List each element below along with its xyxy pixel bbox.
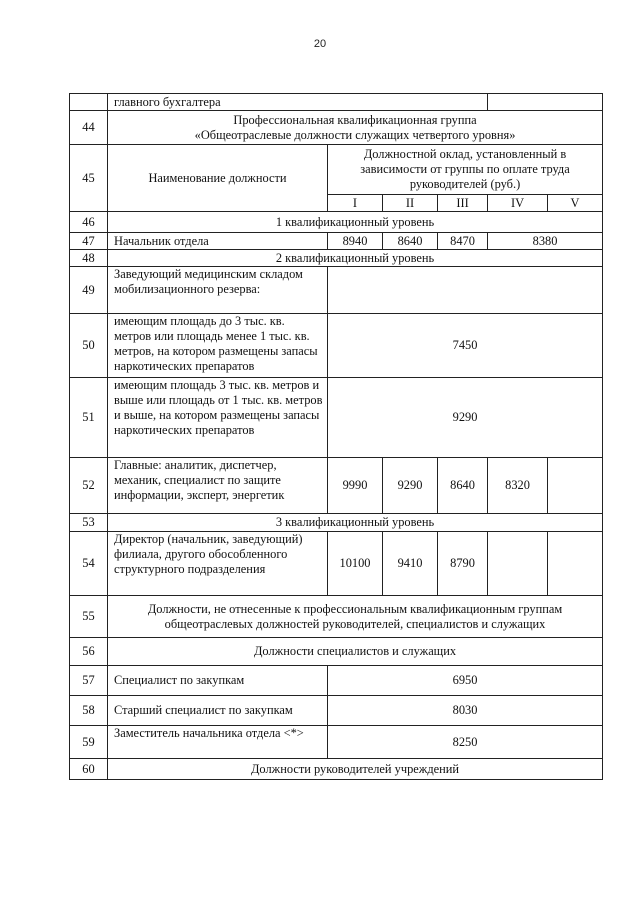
table-row <box>70 666 603 696</box>
level-title-cell: 1 квалификационный уровень <box>108 212 603 233</box>
position-name-header: Наименование должности <box>108 145 328 212</box>
row-number-cell: 45 <box>70 145 108 212</box>
salary-cell <box>548 458 603 514</box>
group-title-cell <box>108 111 603 145</box>
table-row <box>70 212 603 233</box>
row-number-cell: 44 <box>70 111 108 145</box>
row-number-cell: 53 <box>70 514 108 532</box>
salary-cell: 7450 <box>328 314 603 378</box>
table-row <box>70 696 603 726</box>
table-row <box>70 267 603 314</box>
salary-cell: 8470 <box>438 233 488 250</box>
position-name-cell: Заведующий медицинским складом мобилизационного резерва: <box>108 267 328 314</box>
table-row <box>70 250 603 267</box>
row-number-cell: 56 <box>70 638 108 666</box>
salary-cell <box>488 532 548 596</box>
position-name-cell: главного бухгалтера <box>108 94 488 111</box>
row-number-cell: 48 <box>70 250 108 267</box>
row-number-cell: 52 <box>70 458 108 514</box>
table-row <box>70 759 603 780</box>
empty-cell <box>488 94 603 111</box>
salary-cell: 8320 <box>488 458 548 514</box>
table-row <box>70 314 603 378</box>
group-header-cell: IV <box>488 195 548 212</box>
row-number-cell: 55 <box>70 596 108 638</box>
position-name-cell: имеющим площадь 3 тыс. кв. метров и выше или площадь от 1 тыс. кв. метров и выше, на котором размещены запасы наркотических препаратов <box>108 378 328 458</box>
salary-cell: 9410 <box>383 532 438 596</box>
row-number-cell: 57 <box>70 666 108 696</box>
group-title-line: «Общеотраслевые должности служащих четвертого уровня» <box>194 127 516 142</box>
group-title-line: Профессиональная квалификационная группа <box>233 112 477 127</box>
group-header-cell: II <box>383 195 438 212</box>
salary-cell: 9290 <box>383 458 438 514</box>
table-row <box>70 145 603 195</box>
salary-cell: 8640 <box>383 233 438 250</box>
position-name-cell: Начальник отдела <box>108 233 328 250</box>
salary-table <box>69 93 603 780</box>
group-header-cell: V <box>548 195 603 212</box>
row-number-cell: 58 <box>70 696 108 726</box>
section-title-cell: Должности руководителей учреждений <box>108 759 603 780</box>
salary-header: Должностной оклад, установленный в зависимости от группы по оплате труда руководителей (руб.) <box>328 145 603 195</box>
table-row <box>70 596 603 638</box>
row-number-cell: 50 <box>70 314 108 378</box>
table-row <box>70 726 603 759</box>
salary-cell: 8030 <box>328 696 603 726</box>
row-number-cell: 51 <box>70 378 108 458</box>
salary-cell: 10100 <box>328 532 383 596</box>
table-row <box>70 111 603 145</box>
level-title-cell: 2 квалификационный уровень <box>108 250 603 267</box>
level-title-cell: 3 квалификационный уровень <box>108 514 603 532</box>
position-name-cell: Заместитель начальника отдела <*> <box>108 726 328 759</box>
group-header-cell: I <box>328 195 383 212</box>
salary-cell: 9290 <box>328 378 603 458</box>
row-number-cell <box>70 94 108 111</box>
salary-cell: 8250 <box>328 726 603 759</box>
table-row <box>70 638 603 666</box>
salary-cell: 8790 <box>438 532 488 596</box>
table-row <box>70 458 603 514</box>
position-name-cell: Старший специалист по закупкам <box>108 696 328 726</box>
salary-cell: 6950 <box>328 666 603 696</box>
salary-cell <box>548 532 603 596</box>
section-title-cell: Должности, не отнесенные к профессиональным квалификационным группам общеотраслевых должностей руководителей, специалистов и служащих <box>108 596 603 638</box>
group-header-cell: III <box>438 195 488 212</box>
row-number-cell: 59 <box>70 726 108 759</box>
salary-cell: 8940 <box>328 233 383 250</box>
salary-cell: 8380 <box>488 233 603 250</box>
table-row <box>70 378 603 458</box>
position-name-cell: имеющим площадь до 3 тыс. кв. метров или площадь менее 1 тыс. кв. метров, на котором размещены запасы наркотических препаратов <box>108 314 328 378</box>
page-number: 20 <box>313 38 327 50</box>
table-row <box>70 94 603 111</box>
row-number-cell: 54 <box>70 532 108 596</box>
section-title-cell: Должности специалистов и служащих <box>108 638 603 666</box>
row-number-cell: 60 <box>70 759 108 780</box>
position-name-cell: Главные: аналитик, диспетчер, механик, специалист по защите информации, эксперт, энергетик <box>108 458 328 514</box>
position-name-cell: Специалист по закупкам <box>108 666 328 696</box>
row-number-cell: 47 <box>70 233 108 250</box>
row-number-cell: 49 <box>70 267 108 314</box>
table-row <box>70 514 603 532</box>
row-number-cell: 46 <box>70 212 108 233</box>
table-row <box>70 532 603 596</box>
salary-cell: 8640 <box>438 458 488 514</box>
empty-cell <box>328 267 603 314</box>
position-name-cell: Директор (начальник, заведующий) филиала, другого обособленного структурного подразделения <box>108 532 328 596</box>
salary-cell: 9990 <box>328 458 383 514</box>
table-row <box>70 233 603 250</box>
